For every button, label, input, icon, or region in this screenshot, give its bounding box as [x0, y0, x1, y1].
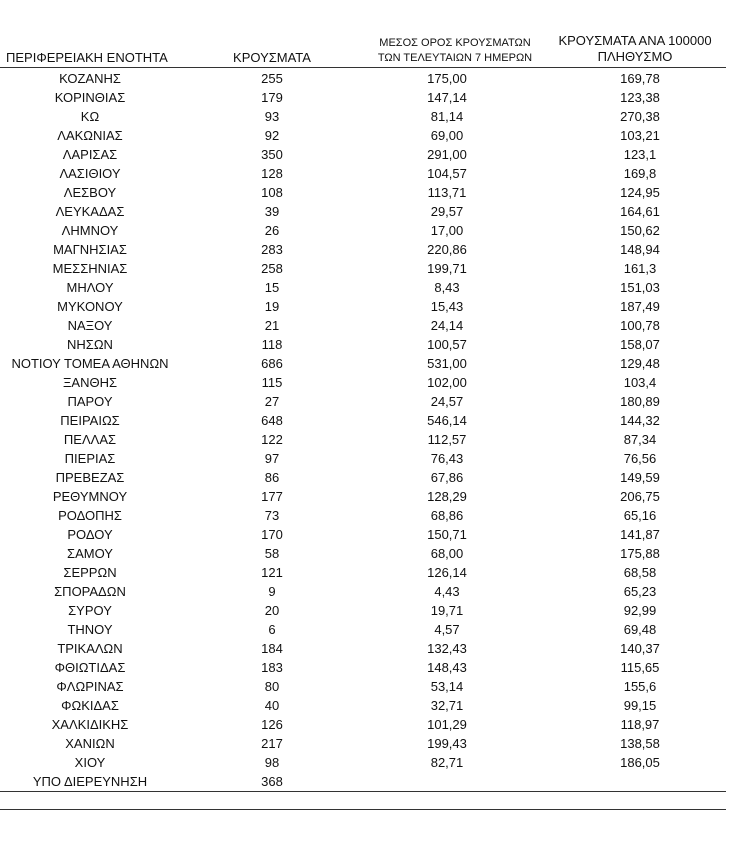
- seven-day-average-cell: 4,57: [434, 622, 460, 637]
- seven-day-average-cell: 81,14: [430, 109, 464, 124]
- region-cell: ΠΑΡΟΥ: [67, 394, 113, 409]
- region-cell: ΚΟΖΑΝΗΣ: [59, 71, 121, 86]
- region-cell: ΛΕΥΚΑΔΑΣ: [55, 204, 125, 219]
- cases-cell: 122: [261, 432, 283, 447]
- cases-cell: 283: [261, 242, 283, 257]
- seven-day-average-cell: 175,00: [427, 71, 467, 86]
- region-cell: ΡΟΔΟΥ: [67, 527, 113, 542]
- table-row: [0, 696, 734, 715]
- table-row: [0, 240, 734, 259]
- cases-per-100k-cell: 65,16: [623, 508, 657, 523]
- seven-day-average-cell: 291,00: [427, 147, 467, 162]
- region-cell: ΝΑΞΟΥ: [67, 318, 113, 333]
- region-cell: ΣΑΜΟΥ: [67, 546, 113, 561]
- seven-day-average-cell: 29,57: [430, 204, 464, 219]
- region-cell: ΜΑΓΝΗΣΙΑΣ: [53, 242, 127, 257]
- table-row: [0, 107, 734, 126]
- seven-day-average-cell: 546,14: [427, 413, 467, 428]
- cases-per-100k-cell: 76,56: [623, 451, 657, 466]
- seven-day-average-cell: 112,57: [427, 432, 467, 447]
- seven-day-average-cell: 199,43: [427, 736, 467, 751]
- table-row: [0, 772, 734, 791]
- seven-day-average-cell: 132,43: [427, 641, 467, 656]
- table-body: [0, 69, 734, 791]
- seven-day-average-cell: 69,00: [430, 128, 464, 143]
- table-header: [0, 30, 734, 68]
- seven-day-average-cell: 19,71: [430, 603, 464, 618]
- region-cell: ΦΛΩΡΙΝΑΣ: [56, 679, 124, 694]
- cases-per-100k-cell: 148,94: [620, 242, 660, 257]
- cases-cell: 115: [261, 375, 283, 390]
- cases-per-100k-cell: 169,78: [620, 71, 660, 86]
- seven-day-average-cell: 17,00: [430, 223, 464, 238]
- seven-day-average-cell: 531,00: [427, 356, 467, 371]
- seven-day-average-cell: 32,71: [430, 698, 464, 713]
- table-row: [0, 715, 734, 734]
- table-row: [0, 734, 734, 753]
- cases-cell: 39: [264, 204, 280, 219]
- cases-per-100k-cell: 149,59: [620, 470, 660, 485]
- table-row: [0, 88, 734, 107]
- region-cell: ΡΕΘΥΜΝΟΥ: [52, 489, 128, 504]
- cases-per-100k-cell: 180,89: [620, 394, 660, 409]
- table-row: [0, 202, 734, 221]
- cases-cell: 368: [261, 774, 283, 789]
- region-cell: ΜΗΛΟΥ: [66, 280, 114, 295]
- cases-cell: 108: [261, 185, 283, 200]
- seven-day-average-cell: 147,14: [427, 90, 467, 105]
- table-row: [0, 582, 734, 601]
- region-cell: ΡΟΔΟΠΗΣ: [58, 508, 122, 523]
- seven-day-average-cell: 8,43: [434, 280, 460, 295]
- cases-cell: 73: [264, 508, 280, 523]
- region-cell: ΤΡΙΚΑΛΩΝ: [57, 641, 123, 656]
- cases-cell: 128: [261, 166, 283, 181]
- cases-per-100k-cell: 129,48: [620, 356, 660, 371]
- cases-per-100k-cell: 103,21: [620, 128, 660, 143]
- cases-cell: 93: [264, 109, 280, 124]
- region-cell: ΜΕΣΣΗΝΙΑΣ: [52, 261, 128, 276]
- cases-cell: 648: [261, 413, 283, 428]
- cases-per-100k-cell: 69,48: [623, 622, 657, 637]
- region-cell: ΚΟΡΙΝΘΙΑΣ: [54, 90, 126, 105]
- cases-per-100k-cell: 100,78: [620, 318, 660, 333]
- cases-per-100k-cell: 65,23: [623, 584, 657, 599]
- cases-cell: 177: [261, 489, 283, 504]
- table-row: [0, 259, 734, 278]
- table-row: [0, 753, 734, 772]
- cases-cell: 15: [264, 280, 280, 295]
- cases-per-100k-cell: 92,99: [623, 603, 657, 618]
- cases-per-100k-cell: 164,61: [620, 204, 660, 219]
- cases-per-100k-cell: 169,8: [623, 166, 657, 181]
- table-row: [0, 430, 734, 449]
- seven-day-average-cell: 67,86: [430, 470, 464, 485]
- cases-per-100k-cell: 144,32: [620, 413, 660, 428]
- cases-per-100k-cell: 186,05: [620, 755, 660, 770]
- cases-per-100k-cell: 155,6: [623, 679, 657, 694]
- region-cell: ΣΕΡΡΩΝ: [63, 565, 117, 580]
- table-row: [0, 126, 734, 145]
- region-cell: ΛΑΣΙΘΙΟΥ: [59, 166, 121, 181]
- table-row: [0, 278, 734, 297]
- seven-day-average-cell: 126,14: [427, 565, 467, 580]
- region-cell: ΦΘΙΩΤΙΔΑΣ: [54, 660, 126, 675]
- region-cell: ΤΗΝΟΥ: [67, 622, 113, 637]
- cases-per-100k-cell: 124,95: [620, 185, 660, 200]
- cases-cell: 20: [264, 603, 280, 618]
- header-seven-day-average: [355, 36, 555, 66]
- header-cases-per-100k-line2: ΠΛΗΘΥΣΜΟ: [597, 49, 673, 64]
- region-cell: ΠΙΕΡΙΑΣ: [64, 451, 116, 466]
- region-cell: ΛΗΜΝΟΥ: [61, 223, 119, 238]
- table-row: [0, 639, 734, 658]
- header-cases-per-100k-line1: ΚΡΟΥΣΜΑΤΑ ΑΝΑ 100000: [558, 33, 712, 48]
- seven-day-average-cell: 68,00: [430, 546, 464, 561]
- cases-cell: 121: [261, 565, 283, 580]
- cases-per-100k-cell: 140,37: [620, 641, 660, 656]
- cases-per-100k-cell: 118,97: [620, 717, 660, 732]
- table-row: [0, 449, 734, 468]
- table-row: [0, 183, 734, 202]
- cases-cell: 255: [261, 71, 283, 86]
- header-seven-day-average-line2: ΤΩΝ ΤΕΛΕΥΤΑΙΩΝ 7 ΗΜΕΡΩΝ: [377, 52, 533, 64]
- cases-per-100k-cell: 141,87: [620, 527, 660, 542]
- region-cell: ΝΟΤΙΟΥ ΤΟΜΕΑ ΑΘΗΝΩΝ: [11, 356, 169, 371]
- cases-per-100k-cell: 270,38: [620, 109, 660, 124]
- cases-per-100k-cell: 87,34: [623, 432, 657, 447]
- header-divider: [0, 67, 726, 68]
- cases-cell: 118: [261, 337, 283, 352]
- cases-per-100k-cell: 161,3: [623, 261, 657, 276]
- region-cell: ΠΕΙΡΑΙΩΣ: [60, 413, 120, 428]
- region-cell: ΛΑΚΩΝΙΑΣ: [57, 128, 123, 143]
- seven-day-average-cell: 24,57: [430, 394, 464, 409]
- cases-cell: 92: [264, 128, 280, 143]
- cases-cell: 6: [268, 622, 276, 637]
- seven-day-average-cell: 102,00: [427, 375, 467, 390]
- table-row: [0, 411, 734, 430]
- cases-cell: 26: [264, 223, 280, 238]
- table-row: [0, 506, 734, 525]
- region-cell: ΧΙΟΥ: [74, 755, 106, 770]
- cases-per-100k-cell: 175,88: [620, 546, 660, 561]
- header-cases: ΚΡΟΥΣΜΑΤΑ: [233, 50, 311, 65]
- cases-cell: 184: [261, 641, 283, 656]
- seven-day-average-cell: 76,43: [430, 451, 464, 466]
- cases-cell: 126: [261, 717, 283, 732]
- seven-day-average-cell: 199,71: [427, 261, 467, 276]
- cases-per-100k-cell: 151,03: [620, 280, 660, 295]
- page-bottom-rule: [0, 809, 726, 810]
- cases-cell: 40: [264, 698, 280, 713]
- seven-day-average-cell: 113,71: [427, 185, 467, 200]
- cases-per-100k-cell: 115,65: [620, 660, 660, 675]
- seven-day-average-cell: 53,14: [430, 679, 464, 694]
- seven-day-average-cell: 100,57: [427, 337, 467, 352]
- cases-cell: 80: [264, 679, 280, 694]
- seven-day-average-cell: 220,86: [427, 242, 467, 257]
- seven-day-average-cell: 4,43: [434, 584, 460, 599]
- region-cell: ΧΑΛΚΙΔΙΚΗΣ: [51, 717, 129, 732]
- header-seven-day-average-line1: ΜΕΣΟΣ ΟΡΟΣ ΚΡΟΥΣΜΑΤΩΝ: [379, 37, 531, 49]
- table-row: [0, 601, 734, 620]
- table-row: [0, 316, 734, 335]
- cases-cell: 686: [261, 356, 283, 371]
- cases-per-100k-cell: 68,58: [623, 565, 657, 580]
- table-row: [0, 525, 734, 544]
- region-cell: ΝΗΣΩΝ: [67, 337, 113, 352]
- cases-cell: 183: [261, 660, 283, 675]
- seven-day-average-cell: 24,14: [430, 318, 464, 333]
- cases-cell: 27: [264, 394, 280, 409]
- cases-cell: 97: [264, 451, 280, 466]
- seven-day-average-cell: 104,57: [427, 166, 467, 181]
- table-row: [0, 373, 734, 392]
- cases-cell: 258: [261, 261, 283, 276]
- cases-per-100k-cell: 138,58: [620, 736, 660, 751]
- table-row: [0, 468, 734, 487]
- region-cell: ΞΑΝΘΗΣ: [62, 375, 118, 390]
- cases-cell: 350: [261, 147, 283, 162]
- region-cell: ΧΑΝΙΩΝ: [65, 736, 115, 751]
- cases-per-100k-cell: 123,1: [623, 147, 657, 162]
- cases-cell: 98: [264, 755, 280, 770]
- cases-cell: 58: [264, 546, 280, 561]
- table-row: [0, 563, 734, 582]
- table-row: [0, 487, 734, 506]
- cases-cell: 179: [261, 90, 283, 105]
- region-cell: ΛΕΣΒΟΥ: [63, 185, 117, 200]
- cases-per-100k-cell: 187,49: [620, 299, 660, 314]
- region-cell: ΣΠΟΡΑΔΩΝ: [54, 584, 126, 599]
- cases-per-100k-cell: 158,07: [620, 337, 660, 352]
- seven-day-average-cell: 15,43: [430, 299, 464, 314]
- region-cell: ΣΥΡΟΥ: [68, 603, 112, 618]
- region-cell: ΠΕΛΛΑΣ: [63, 432, 117, 447]
- seven-day-average-cell: 128,29: [427, 489, 467, 504]
- header-region: ΠΕΡΙΦΕΡΕΙΑΚΗ ΕΝΟΤΗΤΑ: [6, 50, 168, 65]
- table-row: [0, 544, 734, 563]
- table-row: [0, 164, 734, 183]
- table-row: [0, 145, 734, 164]
- seven-day-average-cell: 82,71: [430, 755, 464, 770]
- table-row: [0, 69, 734, 88]
- cases-per-100k-cell: 206,75: [620, 489, 660, 504]
- cases-cell: 86: [264, 470, 280, 485]
- cases-cell: 9: [268, 584, 276, 599]
- cases-per-100k-cell: 103,4: [623, 375, 657, 390]
- header-cases-per-100k: [540, 33, 730, 65]
- region-cell: ΜΥΚΟΝΟΥ: [57, 299, 123, 314]
- cases-per-100k-cell: 123,38: [620, 90, 660, 105]
- region-cell: ΠΡΕΒΕΖΑΣ: [55, 470, 125, 485]
- region-cell: ΛΑΡΙΣΑΣ: [62, 147, 118, 162]
- cases-per-100k-cell: 99,15: [623, 698, 657, 713]
- table-row: [0, 620, 734, 639]
- table-row: [0, 677, 734, 696]
- table-row: [0, 354, 734, 373]
- table-row: [0, 392, 734, 411]
- region-cell: ΦΩΚΙΔΑΣ: [61, 698, 119, 713]
- table-row: [0, 335, 734, 354]
- seven-day-average-cell: 150,71: [427, 527, 467, 542]
- cases-cell: 21: [264, 318, 280, 333]
- table-row: [0, 658, 734, 677]
- table-bottom-rule: [0, 791, 726, 792]
- cases-cell: 19: [264, 299, 280, 314]
- seven-day-average-cell: 148,43: [427, 660, 467, 675]
- region-cell: ΚΩ: [80, 109, 100, 124]
- cases-cell: 170: [261, 527, 283, 542]
- seven-day-average-cell: 101,29: [427, 717, 467, 732]
- table-row: [0, 297, 734, 316]
- cases-per-100k-cell: 150,62: [620, 223, 660, 238]
- cases-cell: 217: [261, 736, 283, 751]
- seven-day-average-cell: 68,86: [430, 508, 464, 523]
- table-row: [0, 221, 734, 240]
- region-cell: ΥΠΟ ΔΙΕΡΕΥΝΗΣΗ: [32, 774, 148, 789]
